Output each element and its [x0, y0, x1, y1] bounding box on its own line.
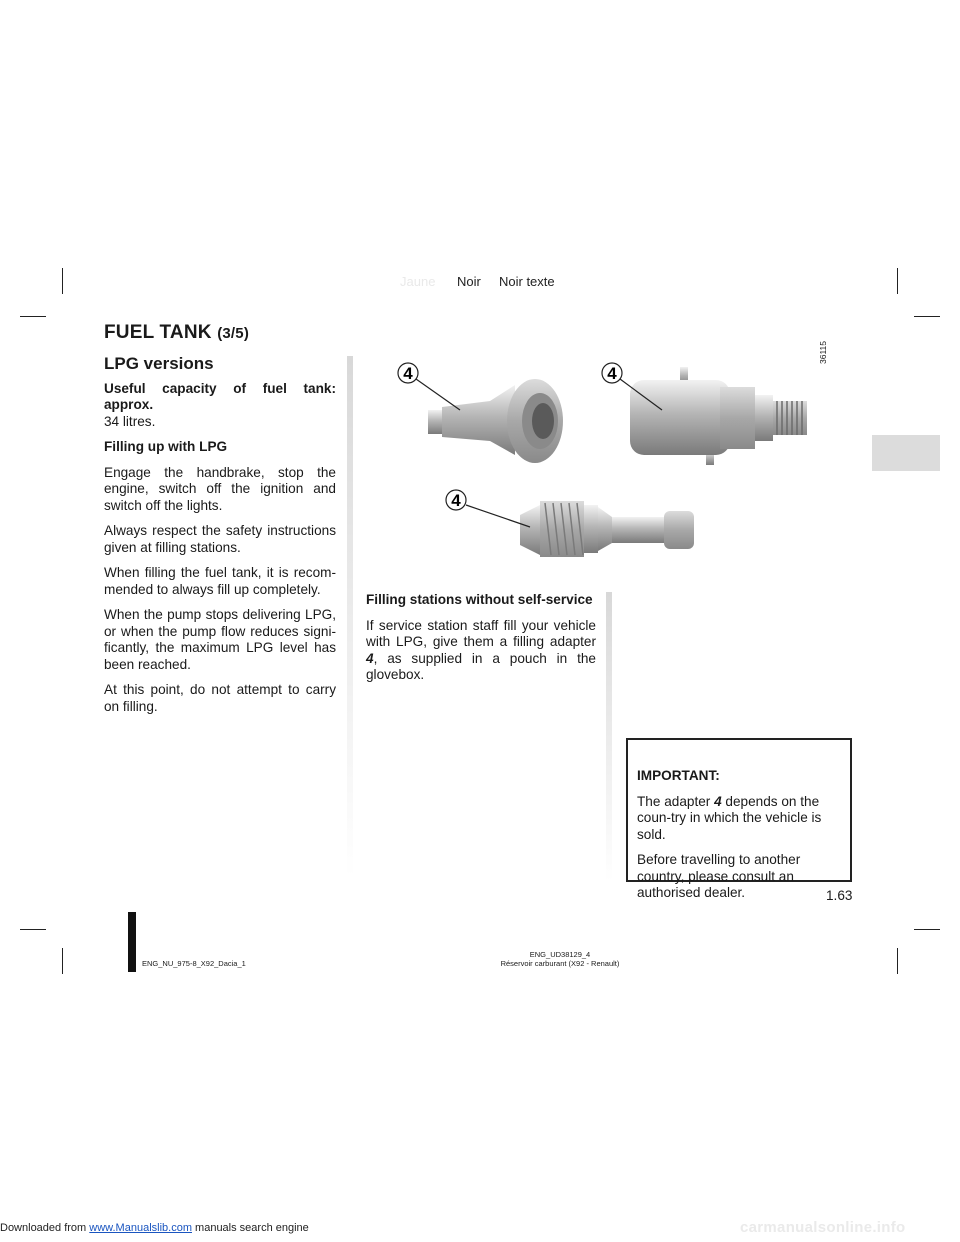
lpg-adapters-figure: [380, 355, 820, 570]
important-text: Before travelling to another country, please consult an authorised dealer.: [637, 852, 801, 900]
filling-heading: Filling up with LPG: [104, 439, 228, 454]
callout-label: 4: [607, 364, 617, 383]
adapter-euro-nozzle: [520, 501, 694, 557]
figure-reference: 36115: [818, 340, 828, 364]
crop-mark: [62, 948, 63, 974]
paragraph: Engage the handbrake, stop the engine, switch off the ignition and switch off the lights.: [104, 464, 336, 513]
right-column: [366, 592, 596, 693]
important-text: The adapter 4 depends on the coun-try in which the vehicle is sold.: [637, 793, 822, 842]
crop-mark: [62, 268, 63, 294]
callout-label: 4: [403, 364, 413, 383]
footer-right: [480, 951, 640, 968]
crop-mark: [20, 929, 46, 930]
adapter-dish: [630, 367, 807, 465]
page-number: 1.63: [826, 888, 853, 903]
callout-label: 4: [451, 491, 461, 510]
color-label-noir-texte: Noir texte: [499, 274, 555, 289]
manualslib-link[interactable]: www.Manualslib.com: [89, 1222, 192, 1234]
download-bar: Downloaded from www.Manualslib.com manuals search engine: [0, 1222, 309, 1234]
watermark: carmanualsonline.info: [740, 1219, 906, 1236]
footer-left-code: ENG_NU_975-8_X92_Dacia_1: [142, 959, 246, 968]
footer-right-code: ENG_UD38129_4: [529, 950, 591, 959]
margin-bar: [128, 912, 136, 972]
title-main: FUEL TANK: [104, 322, 212, 343]
column-divider: [606, 592, 612, 882]
page-title: [104, 322, 249, 344]
paragraph: When the pump stops delivering LPG, or when the pump flow reduces signi-ficantly, the maximum LPG level has been reached.: [104, 607, 336, 672]
section-tab: [872, 435, 940, 471]
adapter-ref: 4: [366, 650, 374, 666]
title-part: (3/5): [217, 325, 250, 342]
crop-mark: [20, 316, 46, 317]
footer-right-desc: Réservoir carburant (X92 - Renault): [500, 958, 620, 968]
crop-mark: [897, 268, 898, 294]
crop-mark: [897, 948, 898, 974]
self-service-text: If service station staff fill your vehicle with LPG, give them a filling adapter 4, as supplied in a pouch in the glovebox.: [366, 617, 596, 682]
paragraph: Always respect the safety instructions given at filling stations.: [104, 523, 336, 555]
self-service-heading: Filling stations without self-service: [366, 592, 593, 607]
capacity-value: 34 litres.: [104, 413, 156, 429]
crop-mark: [914, 929, 940, 930]
important-title: IMPORTANT:: [637, 768, 720, 783]
capacity-label: Useful capacity of fuel tank: approx.: [104, 380, 336, 412]
crop-mark: [914, 316, 940, 317]
left-column: [104, 356, 336, 724]
adapter-ref: 4: [714, 793, 722, 809]
column-divider: [347, 356, 353, 878]
adapter-bayonet: [428, 379, 563, 463]
lpg-heading: LPG versions: [104, 354, 214, 373]
color-label-noir: Noir: [457, 274, 481, 289]
paragraph: When filling the fuel tank, it is recom-mended to always fill up completely.: [104, 565, 336, 597]
paragraph: At this point, do not attempt to carry on filling.: [104, 682, 336, 714]
color-label-jaune: Jaune: [400, 274, 436, 289]
